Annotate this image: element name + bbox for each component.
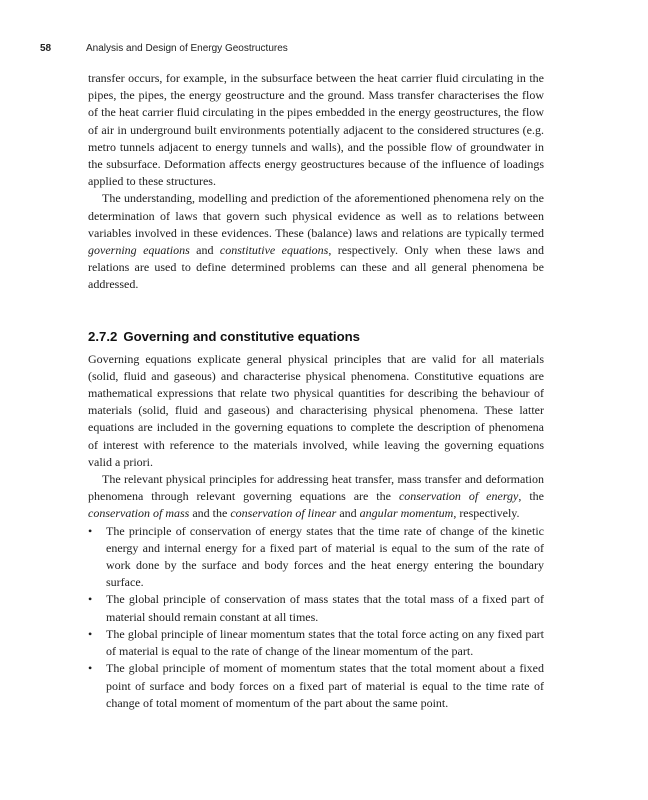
list-item <box>88 523 544 592</box>
list-item-text: The principle of conservation of energy states that the time rate of change of the kinetic energy and internal energy for a fixed part of material is equal to the sum of the rate of work done by the surface and body forces and the heat energy entering the boundary surface. <box>106 523 544 590</box>
list-item-text: The global principle of conservation of mass states that the total mass of a fixed part of material should remain constant at all times. <box>106 592 544 624</box>
section-number: 2.7.2 <box>88 328 118 344</box>
body-paragraph-1: transfer occurs, for example, in the subsurface between the heat carrier fluid circulating in the pipes, the pipes, the energy geostructure and the ground. Mass transfer characterises the flow of the heat carrier fluid circulating in the pipes embedded in the energy geostructures, the flow of air in underground built environments potentially adjacent to the considered structures (e.g. metro tunnels adjacent to energy tunnels and walls), and the possible flow of groundwater in the subsurface. Deformation affects energy geostructures because of the influence of loadings applied to these structures. <box>88 71 544 189</box>
list-item <box>88 591 544 625</box>
term-conservation-of-energy: conservation of energy <box>398 489 519 504</box>
principles-list <box>88 523 544 712</box>
bullet-icon: • <box>88 661 93 676</box>
text-run: , respectively. <box>453 506 520 521</box>
page-number: 58 <box>40 43 52 54</box>
page-content <box>88 70 544 712</box>
section-title: Governing and constitutive equations <box>123 328 361 344</box>
bullet-icon: • <box>88 592 93 607</box>
running-title: Analysis and Design of Energy Geostructures <box>86 43 288 54</box>
term-conservation-of-linear: conservation of linear <box>230 506 337 521</box>
bullet-icon: • <box>88 523 93 538</box>
text-run: and <box>336 506 360 521</box>
list-item <box>88 626 544 660</box>
running-header <box>40 43 288 54</box>
bullet-icon: • <box>88 626 93 641</box>
text-run: , the <box>518 489 544 504</box>
list-item <box>88 660 544 712</box>
term-governing-equations: governing equations <box>88 243 190 258</box>
section-paragraph-2 <box>88 471 544 523</box>
text-run: and <box>189 243 220 258</box>
section-paragraph-1: Governing equations explicate general physical principles that are valid for all materials (solid, fluid and gaseous) and characterise physical phenomena. Constitutive equations are mathematical expressions that relate two physical quantities for describing the behaviour of materials (solid, fluid and gaseous) and characterising physical phenomena. These latter equations are included in the governing equations to complete the description of phenomena of interest with reference to the materials involved, while leaving the governing equations valid a priori. <box>88 351 544 469</box>
text-run: The understanding, modelling and prediction of the aforementioned phenomena rely on the determination of laws that govern such physical evidence as well as to relations between variables involved in these evidences. These (balance) laws and relations are typically termed <box>88 191 544 240</box>
text-run: The relevant physical principles for addressing heat transfer, mass transfer and deformation phenomena through relevant governing equations are the <box>88 472 544 504</box>
body-paragraph-2 <box>88 190 544 293</box>
list-item-text: The global principle of linear momentum states that the total force acting on any fixed part of material is equal to the rate of change of the linear momentum of the part. <box>106 626 544 659</box>
term-conservation-of-mass: conservation of mass <box>88 506 190 521</box>
section-heading <box>88 329 544 345</box>
term-angular-momentum: angular momentum <box>359 506 454 521</box>
text-run: , respectively. Only when these laws and relations are used to define determined problems can these and all general phenomena be addressed. <box>88 243 545 292</box>
text-run: and the <box>189 506 231 521</box>
term-constitutive-equations: constitutive equations <box>219 243 329 258</box>
list-item-text: The global principle of moment of momentum states that the total moment about a fixed point of surface and body forces on a fixed part of material is equal to the time rate of change of total moment of momentum of the part about the same point. <box>106 661 544 710</box>
